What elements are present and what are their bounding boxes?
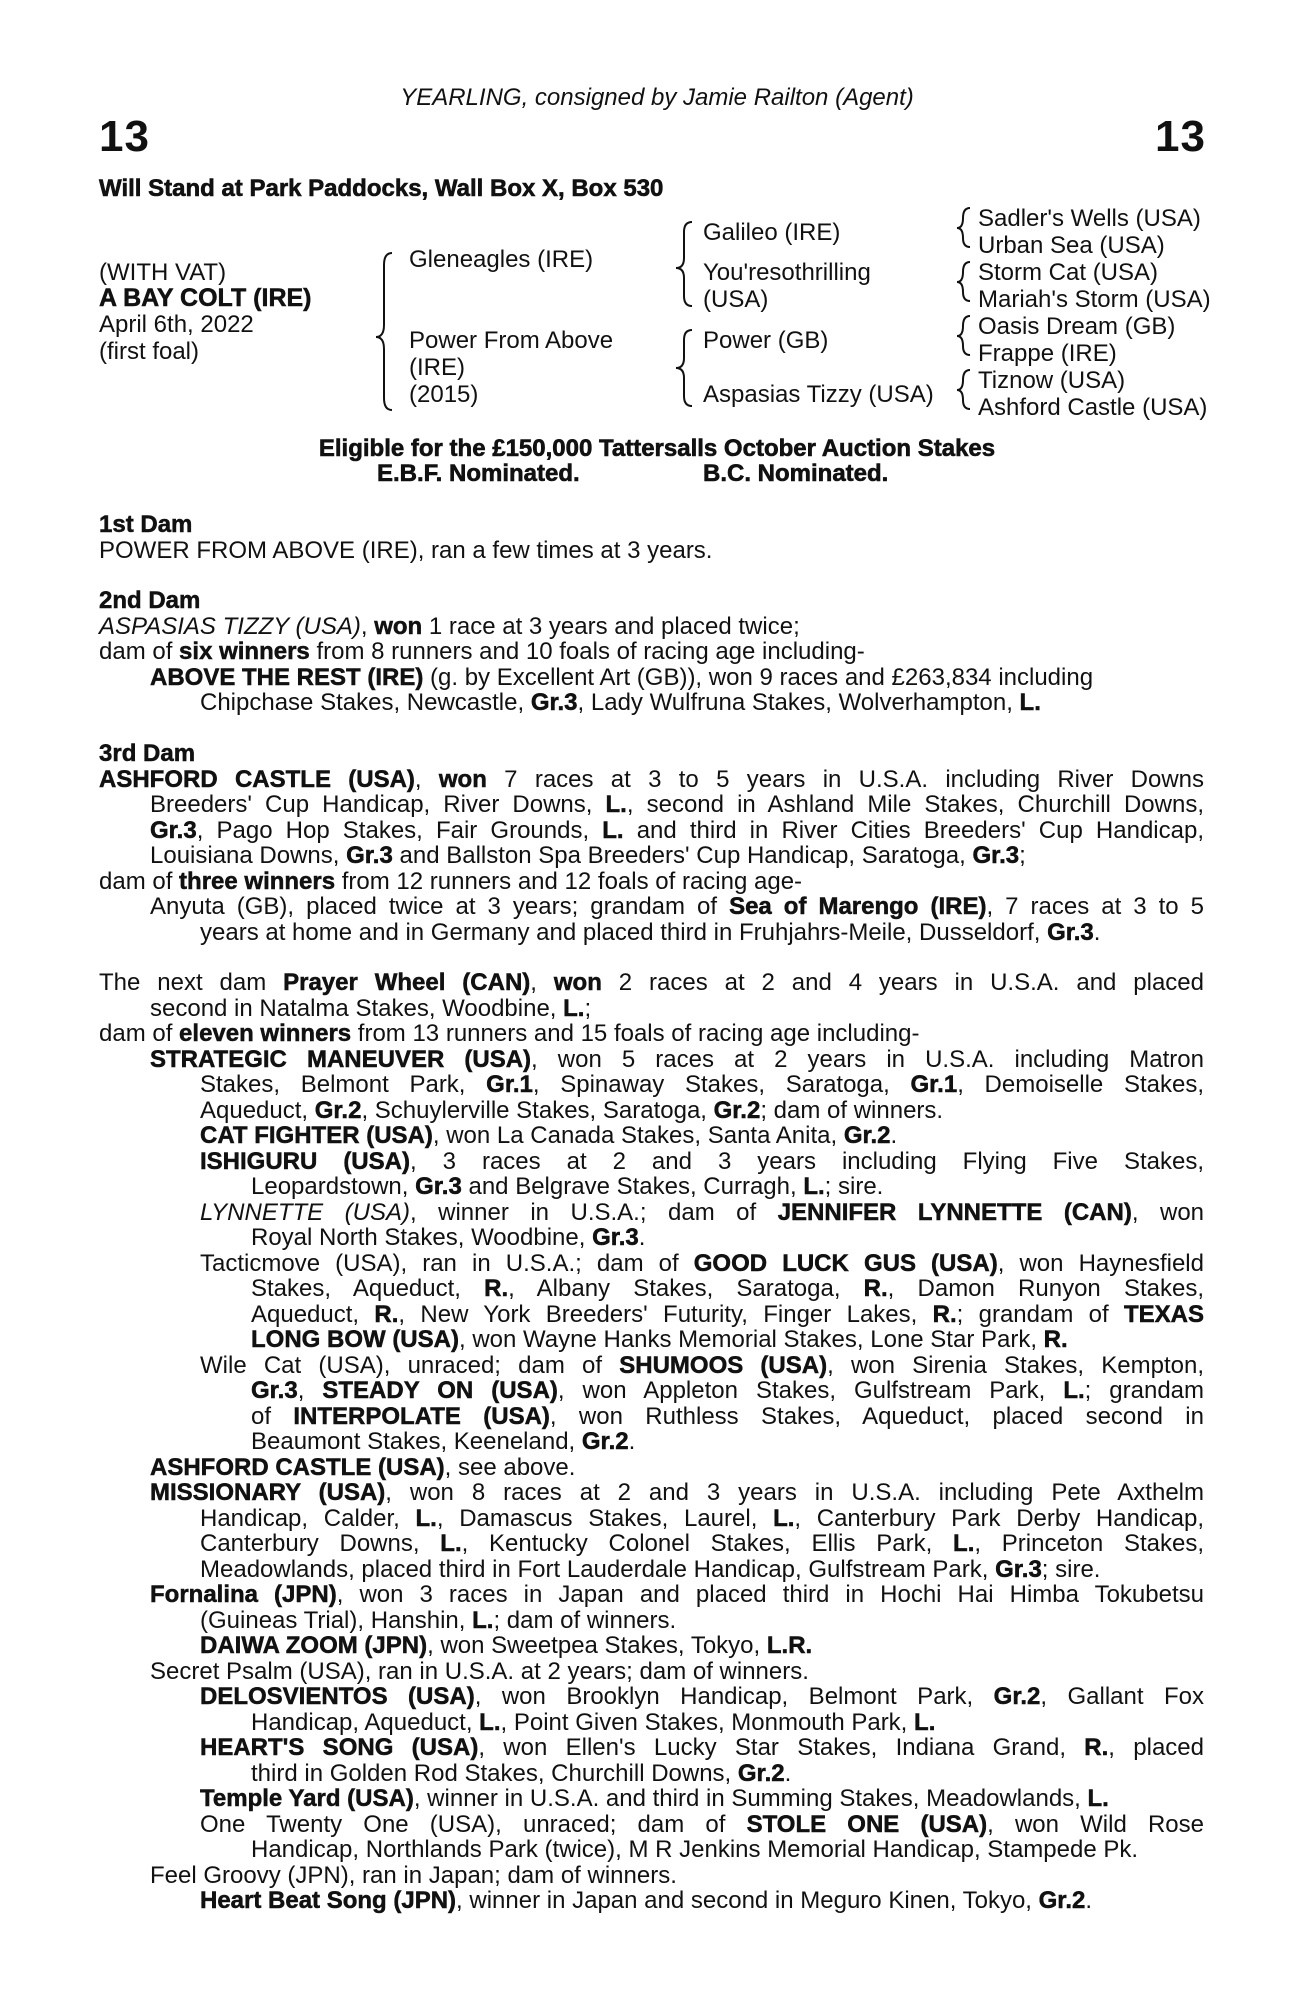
- text-line: [99, 1123, 1204, 1149]
- second-dam-heading: 2nd Dam: [99, 587, 201, 614]
- text-line: [99, 1225, 1204, 1251]
- text-line: [99, 1659, 1204, 1685]
- text-line: [99, 1327, 1204, 1353]
- pedigree-sire: Gleneagles (IRE): [409, 246, 594, 273]
- pedigree-ddd: Ashford Castle (USA): [978, 394, 1208, 421]
- text-run: Handicap, Calder,: [200, 1504, 416, 1532]
- text-line: [99, 1200, 1204, 1226]
- bold-run: Gr.2: [314, 1096, 362, 1124]
- pedigree-dam-line1: Power From Above: [409, 327, 614, 354]
- text-run: , Point Given Stakes, Monmouth Park,: [500, 1708, 915, 1736]
- bold-run: L.: [479, 1708, 501, 1736]
- pedigree-dam-line3: (2015): [409, 381, 479, 408]
- pedigree-dam-dam: Aspasias Tizzy (USA): [703, 381, 934, 408]
- text-line: [99, 792, 1204, 818]
- text-run: , Damon Runyon Stakes,: [887, 1275, 1204, 1302]
- text-run: , Pago Hop Stakes, Fair Grounds,: [196, 816, 603, 844]
- text-run: , 3 races at 2 and 3 years including Flying Five Stakes,: [409, 1147, 1205, 1175]
- text-run: , won Brooklyn Handicap, Belmont Park,: [474, 1683, 994, 1710]
- text-run: , won 8 races at 2 and 3 years in U.S.A. including Pete Axthelm: [385, 1479, 1204, 1506]
- text-run: dam of: [99, 638, 180, 665]
- bold-run: Prayer Wheel (CAN): [283, 969, 531, 996]
- pedigree-dss: Oasis Dream (GB): [978, 313, 1176, 340]
- text-run: .: [1093, 918, 1101, 946]
- bold-run: GOOD LUCK GUS (USA): [693, 1249, 998, 1277]
- text-run: Stakes, Aqueduct,: [251, 1275, 485, 1302]
- bold-run: Gr.2: [581, 1428, 629, 1455]
- pedigree-ssd: Urban Sea (USA): [978, 232, 1165, 259]
- bold-run: L.: [1087, 1785, 1109, 1812]
- pedigree-dds: Tiznow (USA): [978, 367, 1126, 394]
- text-line: [99, 1633, 1204, 1659]
- text-line: [99, 1378, 1204, 1404]
- text-run: , won Ruthless Stakes, Aqueduct, placed second in: [549, 1402, 1204, 1430]
- text-run: 7 races at 3 to 5 years in U.S.A. including River Downs: [486, 765, 1205, 793]
- text-run: ; sire.: [824, 1173, 884, 1200]
- text-run: Feel Groovy (JPN), ran in Japan; dam of winners.: [150, 1861, 677, 1889]
- text-run: , see above.: [444, 1453, 576, 1481]
- vat-note: (WITH VAT): [99, 259, 227, 286]
- text-run: The next dam: [99, 969, 284, 996]
- next-dam-section: [99, 970, 1204, 1914]
- text-run: Anyuta (GB), placed twice at 3 years; grandam of: [150, 893, 730, 920]
- bold-run: STRATEGIC MANEUVER (USA): [150, 1045, 532, 1073]
- bold-run: ISHIGURU (USA): [200, 1147, 410, 1175]
- text-run: ,: [530, 969, 554, 996]
- text-line: [99, 1251, 1204, 1277]
- text-line: [99, 1837, 1204, 1863]
- bold-run: Gr.3: [150, 816, 197, 844]
- bold-run: Gr.2: [1038, 1887, 1086, 1914]
- text-run: ,: [360, 612, 375, 640]
- text-run: from 13 runners and 15 foals of racing age including-: [351, 1020, 920, 1047]
- text-line: [99, 1684, 1204, 1710]
- bold-run: Gr.3: [972, 842, 1020, 869]
- text-run: dam of: [99, 1020, 180, 1047]
- text-run: years at home and in Germany and placed third in Fruhjahrs-Meile, Dusseldorf,: [200, 918, 1048, 946]
- bold-run: Gr.3: [592, 1224, 639, 1251]
- pedigree-dam-sire: Power (GB): [703, 327, 829, 354]
- bold-run: Gr.3: [346, 842, 393, 869]
- text-run: ,: [297, 1377, 323, 1404]
- bold-run: INTERPOLATE (USA): [293, 1402, 550, 1430]
- text-run: , Demoiselle Stakes,: [957, 1071, 1204, 1098]
- bold-run: Gr.3: [1047, 918, 1094, 946]
- text-run: Chipchase Stakes, Newcastle,: [200, 689, 531, 716]
- text-run: Handicap, Aqueduct,: [251, 1708, 480, 1736]
- text-run: One Twenty One (USA), unraced; dam of: [200, 1810, 747, 1838]
- text-line: [99, 1429, 1204, 1455]
- text-line: [99, 1761, 1204, 1787]
- bold-run: three winners: [179, 867, 336, 895]
- text-run: , winner in U.S.A. and third in Summing Stakes, Meadowlands,: [413, 1785, 1088, 1812]
- text-run: ; grandam of: [956, 1300, 1124, 1328]
- bold-run: JENNIFER LYNNETTE (CAN): [777, 1198, 1132, 1226]
- text-line: [99, 818, 1204, 844]
- bold-run: L.: [563, 994, 585, 1022]
- pedigree-sire-dam-line1: You'resothrilling: [703, 259, 871, 286]
- third-dam-lines: [99, 767, 1204, 946]
- text-run: third in Golden Rod Stakes, Churchill Downs,: [251, 1759, 738, 1787]
- text-run: dam of: [99, 867, 180, 895]
- pedigree-sire-sire: Galileo (IRE): [703, 219, 841, 246]
- text-run: from 12 runners and 12 foals of racing age-: [335, 867, 803, 895]
- text-run: , second in Ashland Mile Stakes, Churchill Downs,: [626, 791, 1204, 818]
- bold-run: L.: [953, 1530, 975, 1557]
- text-line: [99, 1047, 1204, 1073]
- text-run: ; dam of winners.: [493, 1606, 677, 1634]
- pedigree-sss: Sadler's Wells (USA): [978, 205, 1201, 232]
- bold-run: Temple Yard (USA): [200, 1785, 414, 1812]
- text-run: ; sire.: [1041, 1555, 1101, 1583]
- bold-run: Sea of Marengo (IRE): [729, 893, 987, 920]
- bold-run: L.: [1019, 689, 1041, 716]
- stand-location: Will Stand at Park Paddocks, Wall Box X, Box 530: [99, 175, 664, 202]
- text-line: [99, 1480, 1204, 1506]
- text-run: , won Sweetpea Stakes, Tokyo,: [427, 1632, 767, 1659]
- bold-run: DELOSVIENTOS (USA): [200, 1683, 475, 1710]
- bold-run: L.: [773, 1504, 795, 1532]
- bold-run: L.: [914, 1708, 936, 1736]
- text-run: Wile Cat (USA), unraced; dam of: [200, 1351, 620, 1379]
- text-line: [99, 1812, 1204, 1838]
- bold-run: R.: [484, 1275, 509, 1302]
- text-line: [99, 970, 1204, 996]
- pedigree-dam-line2: (IRE): [409, 354, 465, 381]
- text-run: Aqueduct,: [251, 1300, 375, 1328]
- bold-run: Gr.2: [993, 1683, 1041, 1710]
- text-run: Tacticmove (USA), ran in U.S.A.; dam of: [200, 1249, 694, 1277]
- text-run: , placed: [1108, 1734, 1204, 1761]
- italic-run: ASPASIAS TIZZY (USA): [99, 612, 361, 640]
- text-run: , won Appleton Stakes, Gulfstream Park,: [557, 1377, 1064, 1404]
- bold-run: L.: [415, 1504, 437, 1532]
- text-line: [99, 1506, 1204, 1532]
- text-run: .: [890, 1122, 898, 1149]
- text-run: , Albany Stakes, Saratoga,: [508, 1275, 864, 1302]
- foal-note: (first foal): [99, 338, 200, 365]
- bold-run: won: [374, 612, 423, 640]
- text-run: Aqueduct,: [200, 1096, 315, 1124]
- text-run: , winner in U.S.A.; dam of: [409, 1198, 778, 1226]
- text-run: of: [251, 1402, 294, 1430]
- text-run: , New York Breeders' Futurity, Finger Lakes,: [398, 1300, 933, 1328]
- bold-run: Gr.2: [843, 1122, 891, 1149]
- text-run: , Lady Wulfruna Stakes, Wolverhampton,: [577, 689, 1020, 716]
- bold-run: won: [438, 765, 487, 793]
- text-run: , Kentucky Colonel Stakes, Ellis Park,: [461, 1530, 954, 1557]
- bold-run: HEART'S SONG (USA): [200, 1734, 479, 1761]
- text-line: [99, 1302, 1204, 1328]
- lot-number-right: 13: [1155, 112, 1206, 161]
- bold-run: DAIWA ZOOM (JPN): [200, 1632, 428, 1659]
- text-run: .: [638, 1224, 646, 1251]
- text-run: Royal North Stakes, Woodbine,: [251, 1224, 593, 1251]
- text-line: [99, 894, 1204, 920]
- text-run: ;: [1019, 842, 1026, 869]
- bold-run: Gr.1: [486, 1071, 533, 1098]
- pedigree-dsd: Frappe (IRE): [978, 340, 1117, 367]
- text-run: Beaumont Stakes, Keeneland,: [251, 1428, 582, 1455]
- text-run: , winner in Japan and second in Meguro Kinen, Tokyo,: [456, 1887, 1039, 1914]
- italic-run: LYNNETTE (USA): [200, 1198, 410, 1226]
- text-run: .: [628, 1428, 636, 1455]
- bold-run: L.R.: [766, 1632, 813, 1659]
- text-line: [99, 1710, 1204, 1736]
- bold-run: Fornalina (JPN): [150, 1581, 337, 1608]
- bold-run: STOLE ONE (USA): [746, 1810, 988, 1838]
- text-run: ;: [584, 994, 592, 1022]
- bold-run: CAT FIGHTER (USA): [200, 1122, 433, 1149]
- text-run: and third in River Cities Breeders' Cup Handicap,: [623, 816, 1204, 844]
- text-line: [99, 869, 1204, 895]
- lot-number-left: 13: [99, 112, 150, 161]
- text-run: , Canterbury Park Derby Handicap,: [794, 1504, 1204, 1532]
- text-run: Breeders' Cup Handicap, River Downs,: [150, 791, 606, 818]
- text-run: , 7 races at 3 to 5: [986, 893, 1205, 920]
- text-run: , Damascus Stakes, Laurel,: [436, 1504, 774, 1532]
- text-line: [99, 1582, 1204, 1608]
- text-run: Canterbury Downs,: [200, 1530, 441, 1557]
- third-dam-heading: 3rd Dam: [99, 740, 196, 767]
- text-run: Leopardstown,: [251, 1173, 416, 1200]
- text-run: , won Wayne Hanks Memorial Stakes, Lone Star Park,: [458, 1326, 1044, 1353]
- text-run: .: [1085, 1887, 1093, 1914]
- text-line: [99, 920, 1204, 946]
- bold-run: ASHFORD CASTLE (USA): [99, 765, 415, 793]
- bold-run: LONG BOW (USA): [251, 1326, 459, 1353]
- text-line: [99, 665, 1204, 691]
- text-line: [99, 1786, 1204, 1812]
- bold-run: L.: [1063, 1377, 1085, 1404]
- text-line: [99, 1276, 1204, 1302]
- bold-run: Gr.1: [910, 1071, 958, 1098]
- bold-run: won: [553, 969, 602, 996]
- text-run: (g. by Excellent Art (GB)), won 9 races and £263,834 including: [423, 663, 1094, 691]
- bold-run: SHUMOOS (USA): [619, 1351, 828, 1379]
- ebf-nominated: E.B.F. Nominated.: [377, 460, 580, 487]
- text-run: , won Ellen's Lucky Star Stakes, Indiana Grand,: [478, 1734, 1085, 1761]
- bold-run: Gr.2: [713, 1096, 761, 1124]
- bold-run: ABOVE THE REST (IRE): [150, 663, 424, 691]
- text-line: [99, 1531, 1204, 1557]
- first-dam-heading: 1st Dam: [99, 511, 193, 538]
- text-run: , won 3 races in Japan and placed third in Hochi Hai Himba Tokubetsu: [336, 1581, 1204, 1608]
- bold-run: Gr.3: [530, 689, 578, 716]
- text-run: , won: [1131, 1198, 1205, 1226]
- text-line: [99, 1072, 1204, 1098]
- text-run: , Gallant Fox: [1040, 1683, 1204, 1710]
- third-dam-section: [99, 741, 1204, 945]
- text-line: [99, 614, 1204, 640]
- text-run: , Spinaway Stakes, Saratoga,: [532, 1071, 911, 1098]
- eligibility-line: Eligible for the £150,000 Tattersalls October Auction Stakes: [318, 435, 996, 462]
- bold-run: R.: [863, 1275, 888, 1302]
- text-line: [99, 1557, 1204, 1583]
- text-run: 2 races at 2 and 4 years in U.S.A. and placed: [601, 969, 1205, 996]
- bold-run: L.: [440, 1530, 462, 1557]
- text-run: , won La Canada Stakes, Santa Anita,: [432, 1122, 844, 1149]
- text-run: (Guineas Trial), Hanshin,: [200, 1606, 473, 1634]
- text-line: [99, 1888, 1204, 1914]
- text-run: Louisiana Downs,: [150, 842, 347, 869]
- bold-run: L.: [472, 1606, 494, 1634]
- bold-run: Heart Beat Song (JPN): [200, 1887, 457, 1914]
- text-run: 1 race at 3 years and placed twice;: [422, 612, 800, 640]
- text-line: [99, 1608, 1204, 1634]
- bold-run: TEXAS: [1123, 1300, 1204, 1328]
- bold-run: Gr.3: [251, 1377, 298, 1404]
- text-line: [99, 1174, 1204, 1200]
- bold-run: L.: [803, 1173, 825, 1200]
- text-run: Meadowlands, placed third in Fort Lauderdale Handicap, Gulfstream Park,: [200, 1555, 996, 1583]
- text-line: [99, 1098, 1204, 1124]
- consignor-subtitle: YEARLING, consigned by Jamie Railton (Agent): [400, 84, 914, 111]
- text-run: , won 5 races at 2 years in U.S.A. including Matron: [531, 1045, 1204, 1073]
- text-line: [99, 1455, 1204, 1481]
- text-line: [99, 1404, 1204, 1430]
- bold-run: R.: [932, 1300, 957, 1328]
- bold-run: L.: [605, 791, 627, 818]
- first-dam-text: POWER FROM ABOVE (IRE), ran a few times at 3 years.: [99, 536, 713, 564]
- text-run: Stakes, Belmont Park,: [200, 1071, 487, 1098]
- foaling-date: April 6th, 2022: [99, 311, 254, 338]
- bold-run: six winners: [179, 638, 310, 665]
- bold-run: R.: [1084, 1734, 1109, 1761]
- text-run: , won Haynesfield: [997, 1249, 1204, 1277]
- text-run: and Ballston Spa Breeders' Cup Handicap, Saratoga,: [392, 842, 973, 869]
- text-run: , won Sirenia Stakes, Kempton,: [827, 1351, 1205, 1379]
- bold-run: Gr.3: [995, 1555, 1042, 1583]
- text-run: ,: [414, 765, 439, 793]
- bold-run: Gr.3: [415, 1173, 462, 1200]
- bold-run: eleven winners: [179, 1020, 352, 1047]
- text-run: ; grandam: [1084, 1377, 1205, 1404]
- text-line: [99, 639, 1204, 665]
- first-dam-section: [99, 512, 1204, 563]
- text-line: [99, 767, 1204, 793]
- text-run: from 8 runners and 10 foals of racing age including-: [309, 638, 865, 665]
- bold-run: R.: [1043, 1326, 1068, 1353]
- text-run: , Schuylerville Stakes, Saratoga,: [361, 1096, 714, 1124]
- pedigree-sdd: Mariah's Storm (USA): [978, 286, 1211, 313]
- pedigree-sds: Storm Cat (USA): [978, 259, 1159, 286]
- text-run: and Belgrave Stakes, Curragh,: [461, 1173, 804, 1200]
- bold-run: MISSIONARY (USA): [150, 1479, 386, 1506]
- text-run: , won Wild Rose: [987, 1810, 1204, 1838]
- text-line: [99, 1353, 1204, 1379]
- text-run: ; dam of winners.: [760, 1096, 944, 1124]
- text-line: [99, 996, 1204, 1022]
- text-run: .: [784, 1759, 792, 1787]
- horse-name: A BAY COLT (IRE): [99, 284, 312, 312]
- next-dam-lines: [99, 970, 1204, 1914]
- text-run: , Princeton Stakes,: [974, 1530, 1204, 1557]
- text-line: [99, 1021, 1204, 1047]
- bold-run: STEADY ON (USA): [322, 1377, 558, 1404]
- text-run: Handicap, Northlands Park (twice), M R Jenkins Memorial Handicap, Stampede Pk.: [251, 1836, 1139, 1863]
- text-line: [99, 1149, 1204, 1175]
- bold-run: L.: [602, 816, 624, 844]
- bc-nominated: B.C. Nominated.: [703, 460, 889, 487]
- second-dam-lines: [99, 614, 1204, 716]
- bold-run: ASHFORD CASTLE (USA): [150, 1453, 445, 1481]
- text-line: [99, 1863, 1204, 1889]
- bold-run: R.: [374, 1300, 399, 1328]
- text-run: Secret Psalm (USA), ran in U.S.A. at 2 years; dam of winners.: [150, 1657, 809, 1685]
- text-line: [99, 690, 1204, 716]
- second-dam-section: [99, 588, 1204, 716]
- bold-run: Gr.2: [737, 1759, 785, 1787]
- text-run: second in Natalma Stakes, Woodbine,: [150, 994, 564, 1022]
- text-line: [99, 843, 1204, 869]
- pedigree-sire-dam-line2: (USA): [703, 286, 769, 313]
- text-line: [99, 1735, 1204, 1761]
